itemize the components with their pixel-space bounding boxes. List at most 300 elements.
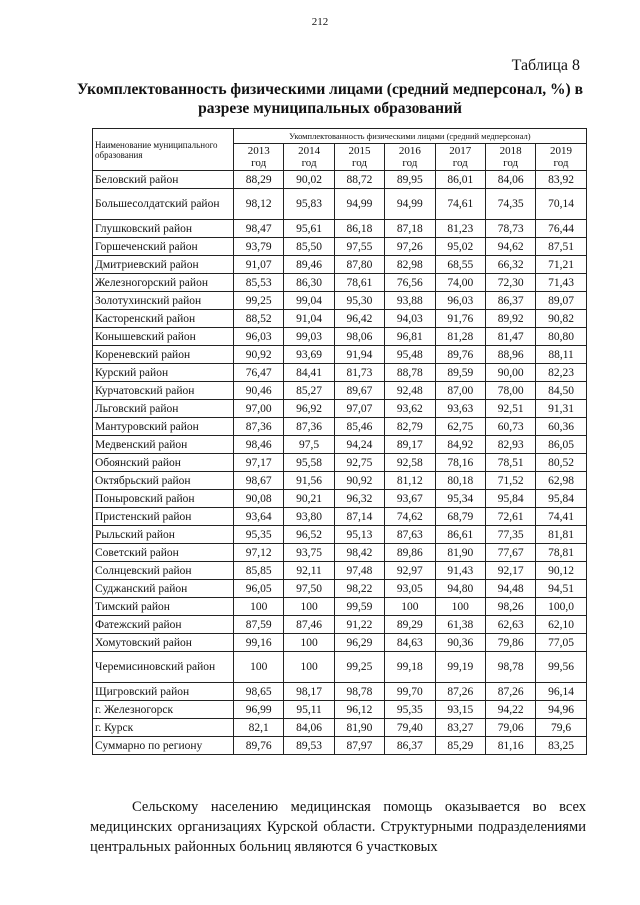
cell-value: 87,59	[234, 616, 284, 634]
cell-value: 72,30	[485, 274, 535, 292]
cell-value: 86,37	[485, 292, 535, 310]
cell-value: 92,97	[385, 562, 435, 580]
cell-value: 91,94	[334, 346, 384, 364]
cell-value: 98,65	[234, 683, 284, 701]
table-row	[93, 189, 587, 220]
cell-value: 94,48	[485, 580, 535, 598]
cell-value: 76,56	[385, 274, 435, 292]
cell-value: 62,10	[536, 616, 586, 634]
cell-value: 91,22	[334, 616, 384, 634]
cell-value: 93,67	[385, 490, 435, 508]
cell-value: 86,18	[334, 220, 384, 238]
cell-value: 96,42	[334, 310, 384, 328]
cell-value: 86,61	[435, 526, 485, 544]
table-row	[93, 562, 587, 580]
table-row	[93, 683, 587, 701]
cell-value: 90,02	[284, 171, 334, 189]
cell-value: 98,46	[234, 436, 284, 454]
cell-value: 95,84	[485, 490, 535, 508]
year-value: 2019	[550, 145, 573, 157]
row-name: Тимский район	[93, 598, 234, 616]
cell-value: 87,36	[234, 418, 284, 436]
cell-value: 84,63	[385, 634, 435, 652]
cell-value: 79,40	[385, 719, 435, 737]
cell-value: 74,41	[536, 508, 586, 526]
cell-value: 95,11	[284, 701, 334, 719]
body-paragraph	[90, 797, 586, 857]
cell-value: 98,12	[234, 189, 284, 220]
cell-value: 100	[234, 598, 284, 616]
cell-value: 71,43	[536, 274, 586, 292]
year-value: 2017	[449, 145, 472, 157]
cell-value: 89,53	[284, 737, 334, 755]
cell-value: 95,61	[284, 220, 334, 238]
cell-value: 85,27	[284, 382, 334, 400]
cell-value: 99,18	[385, 652, 435, 683]
cell-value: 90,36	[435, 634, 485, 652]
row-name: г. Курск	[93, 719, 234, 737]
cell-value: 82,79	[385, 418, 435, 436]
header-municipality: Наименование муниципального образования	[93, 129, 234, 171]
cell-value: 100	[435, 598, 485, 616]
cell-value: 78,51	[485, 454, 535, 472]
row-name: Суджанский район	[93, 580, 234, 598]
cell-value: 97,17	[234, 454, 284, 472]
cell-value: 95,84	[536, 490, 586, 508]
cell-value: 90,21	[284, 490, 334, 508]
table-row	[93, 616, 587, 634]
cell-value: 95,35	[385, 701, 435, 719]
cell-value: 86,37	[385, 737, 435, 755]
cell-value: 100	[284, 598, 334, 616]
cell-value: 91,43	[435, 562, 485, 580]
cell-value: 95,83	[284, 189, 334, 220]
row-name: Советский район	[93, 544, 234, 562]
year-value: 2018	[499, 145, 522, 157]
table-row	[93, 580, 587, 598]
table-row	[93, 400, 587, 418]
cell-value: 89,59	[435, 364, 485, 382]
cell-value: 89,76	[435, 346, 485, 364]
cell-value: 89,17	[385, 436, 435, 454]
table-row	[93, 382, 587, 400]
cell-value: 70,14	[536, 189, 586, 220]
table-row	[93, 220, 587, 238]
table-title: Укомплектованность физическими лицами (средний медперсонал, %) в разрезе муниципальных образований	[77, 81, 583, 117]
cell-value: 74,61	[435, 189, 485, 220]
cell-value: 94,03	[385, 310, 435, 328]
row-name: Медвенский район	[93, 436, 234, 454]
row-name: Солнцевский район	[93, 562, 234, 580]
cell-value: 99,19	[435, 652, 485, 683]
cell-value: 78,16	[435, 454, 485, 472]
cell-value: 90,46	[234, 382, 284, 400]
table-row	[93, 544, 587, 562]
cell-value: 74,00	[435, 274, 485, 292]
cell-value: 98,78	[485, 652, 535, 683]
cell-value: 81,28	[435, 328, 485, 346]
cell-value: 99,16	[234, 634, 284, 652]
row-name: Черемисиновский район	[93, 652, 234, 683]
cell-value: 88,96	[485, 346, 535, 364]
cell-value: 62,98	[536, 472, 586, 490]
cell-value: 90,00	[485, 364, 535, 382]
row-name: Хомутовский район	[93, 634, 234, 652]
cell-value: 93,63	[435, 400, 485, 418]
cell-value: 90,08	[234, 490, 284, 508]
cell-value: 60,73	[485, 418, 535, 436]
cell-value: 93,75	[284, 544, 334, 562]
cell-value: 79,06	[485, 719, 535, 737]
cell-value: 99,56	[536, 652, 586, 683]
cell-value: 86,05	[536, 436, 586, 454]
cell-value: 89,29	[385, 616, 435, 634]
cell-value: 78,73	[485, 220, 535, 238]
cell-value: 96,29	[334, 634, 384, 652]
cell-value: 76,44	[536, 220, 586, 238]
cell-value: 77,67	[485, 544, 535, 562]
cell-value: 77,35	[485, 526, 535, 544]
cell-value: 82,93	[485, 436, 535, 454]
cell-value: 100,0	[536, 598, 586, 616]
cell-value: 87,97	[334, 737, 384, 755]
cell-value: 94,96	[536, 701, 586, 719]
year-unit: год	[402, 157, 418, 169]
year-value: 2015	[348, 145, 371, 157]
cell-value: 87,26	[485, 683, 535, 701]
table-body	[93, 171, 587, 755]
cell-value: 87,51	[536, 238, 586, 256]
cell-value: 97,12	[234, 544, 284, 562]
cell-value: 94,99	[385, 189, 435, 220]
cell-value: 81,12	[385, 472, 435, 490]
cell-value: 92,11	[284, 562, 334, 580]
cell-value: 95,34	[435, 490, 485, 508]
table-row	[93, 328, 587, 346]
cell-value: 71,21	[536, 256, 586, 274]
cell-value: 88,52	[234, 310, 284, 328]
cell-value: 95,58	[284, 454, 334, 472]
row-name: Железногорский район	[93, 274, 234, 292]
cell-value: 95,48	[385, 346, 435, 364]
cell-value: 88,72	[334, 171, 384, 189]
cell-value: 96,05	[234, 580, 284, 598]
cell-value: 68,79	[435, 508, 485, 526]
row-name: Поныровский район	[93, 490, 234, 508]
cell-value: 84,92	[435, 436, 485, 454]
cell-value: 97,00	[234, 400, 284, 418]
cell-value: 79,6	[536, 719, 586, 737]
cell-value: 98,47	[234, 220, 284, 238]
table-row	[93, 292, 587, 310]
cell-value: 80,80	[536, 328, 586, 346]
cell-value: 97,50	[284, 580, 334, 598]
cell-value: 74,62	[385, 508, 435, 526]
row-name: Горшеченский район	[93, 238, 234, 256]
header-year-2019	[536, 144, 586, 171]
cell-value: 81,90	[435, 544, 485, 562]
row-name: Кореневский район	[93, 346, 234, 364]
row-name: Обоянский район	[93, 454, 234, 472]
cell-value: 97,48	[334, 562, 384, 580]
cell-value: 93,62	[385, 400, 435, 418]
table-row	[93, 598, 587, 616]
cell-value: 84,50	[536, 382, 586, 400]
table-row	[93, 256, 587, 274]
cell-value: 82,1	[234, 719, 284, 737]
table-row	[93, 346, 587, 364]
header-year-2015	[334, 144, 384, 171]
year-value: 2016	[398, 145, 421, 157]
cell-value: 99,04	[284, 292, 334, 310]
cell-value: 90,82	[536, 310, 586, 328]
cell-value: 97,07	[334, 400, 384, 418]
cell-value: 100	[284, 634, 334, 652]
row-name: Беловский район	[93, 171, 234, 189]
cell-value: 96,03	[234, 328, 284, 346]
cell-value: 87,36	[284, 418, 334, 436]
cell-value: 72,61	[485, 508, 535, 526]
cell-value: 99,03	[284, 328, 334, 346]
cell-value: 66,32	[485, 256, 535, 274]
table-row	[93, 652, 587, 683]
row-name: Мантуровский район	[93, 418, 234, 436]
cell-value: 88,11	[536, 346, 586, 364]
cell-value: 82,23	[536, 364, 586, 382]
cell-value: 68,55	[435, 256, 485, 274]
row-name: Курчатовский район	[93, 382, 234, 400]
cell-value: 60,36	[536, 418, 586, 436]
cell-value: 85,29	[435, 737, 485, 755]
table-row	[93, 310, 587, 328]
row-name: Щигровский район	[93, 683, 234, 701]
cell-value: 76,47	[234, 364, 284, 382]
row-name: Октябрьский район	[93, 472, 234, 490]
cell-value: 94,99	[334, 189, 384, 220]
cell-value: 89,92	[485, 310, 535, 328]
table-row	[93, 171, 587, 189]
cell-value: 100	[385, 598, 435, 616]
table-row	[93, 634, 587, 652]
year-value: 2013	[247, 145, 270, 157]
cell-value: 96,03	[435, 292, 485, 310]
cell-value: 89,46	[284, 256, 334, 274]
table-row	[93, 508, 587, 526]
cell-value: 89,76	[234, 737, 284, 755]
row-name: Суммарно по региону	[93, 737, 234, 755]
cell-value: 88,29	[234, 171, 284, 189]
cell-value: 99,25	[334, 652, 384, 683]
body-text: Сельскому населению медицинская помощь оказывается во всех медицинских организациях Курской области. Структурными подразделениями центральных районных больниц являются 6 участковых	[90, 799, 586, 855]
row-name: Льговский район	[93, 400, 234, 418]
cell-value: 90,92	[234, 346, 284, 364]
header-year-2014	[284, 144, 334, 171]
cell-value: 91,56	[284, 472, 334, 490]
cell-value: 95,30	[334, 292, 384, 310]
cell-value: 71,52	[485, 472, 535, 490]
cell-value: 80,52	[536, 454, 586, 472]
cell-value: 99,25	[234, 292, 284, 310]
table-row	[93, 454, 587, 472]
cell-value: 79,86	[485, 634, 535, 652]
cell-value: 94,62	[485, 238, 535, 256]
cell-value: 97,55	[334, 238, 384, 256]
cell-value: 86,30	[284, 274, 334, 292]
cell-value: 89,86	[385, 544, 435, 562]
table-row	[93, 436, 587, 454]
cell-value: 96,14	[536, 683, 586, 701]
cell-value: 93,88	[385, 292, 435, 310]
cell-value: 98,22	[334, 580, 384, 598]
cell-value: 81,81	[536, 526, 586, 544]
cell-value: 81,73	[334, 364, 384, 382]
cell-value: 87,14	[334, 508, 384, 526]
cell-value: 83,92	[536, 171, 586, 189]
cell-value: 100	[284, 652, 334, 683]
row-name: Большесолдатский район	[93, 189, 234, 220]
row-name: Золотухинский район	[93, 292, 234, 310]
cell-value: 74,35	[485, 189, 535, 220]
cell-value: 93,79	[234, 238, 284, 256]
cell-value: 77,05	[536, 634, 586, 652]
cell-value: 80,18	[435, 472, 485, 490]
cell-value: 91,07	[234, 256, 284, 274]
row-name: г. Железногорск	[93, 701, 234, 719]
cell-value: 98,17	[284, 683, 334, 701]
cell-value: 96,12	[334, 701, 384, 719]
cell-value: 78,61	[334, 274, 384, 292]
cell-value: 98,06	[334, 328, 384, 346]
staffing-table	[92, 128, 587, 755]
cell-value: 61,38	[435, 616, 485, 634]
cell-value: 87,26	[435, 683, 485, 701]
cell-value: 99,59	[334, 598, 384, 616]
cell-value: 78,81	[536, 544, 586, 562]
cell-value: 96,99	[234, 701, 284, 719]
cell-value: 93,15	[435, 701, 485, 719]
table-row	[93, 737, 587, 755]
year-unit: год	[301, 157, 317, 169]
row-name: Дмитриевский район	[93, 256, 234, 274]
cell-value: 89,67	[334, 382, 384, 400]
table-row	[93, 719, 587, 737]
year-unit: год	[503, 157, 519, 169]
cell-value: 98,26	[485, 598, 535, 616]
cell-value: 81,47	[485, 328, 535, 346]
header-year-2013	[234, 144, 284, 171]
cell-value: 87,00	[435, 382, 485, 400]
cell-value: 91,04	[284, 310, 334, 328]
cell-value: 87,63	[385, 526, 435, 544]
cell-value: 95,35	[234, 526, 284, 544]
cell-value: 85,50	[284, 238, 334, 256]
cell-value: 93,80	[284, 508, 334, 526]
cell-value: 88,78	[385, 364, 435, 382]
header-staffing-group: Укомплектованность физическими лицами (средний медперсонал)	[234, 129, 587, 144]
table-row	[93, 490, 587, 508]
table-row	[93, 472, 587, 490]
cell-value: 92,51	[485, 400, 535, 418]
cell-value: 94,80	[435, 580, 485, 598]
cell-value: 98,67	[234, 472, 284, 490]
cell-value: 92,17	[485, 562, 535, 580]
table-label: Таблица 8	[511, 57, 580, 74]
header-year-2017	[435, 144, 485, 171]
cell-value: 89,07	[536, 292, 586, 310]
year-unit: год	[553, 157, 569, 169]
cell-value: 81,23	[435, 220, 485, 238]
cell-value: 96,52	[284, 526, 334, 544]
table-row	[93, 364, 587, 382]
cell-value: 90,12	[536, 562, 586, 580]
cell-value: 90,92	[334, 472, 384, 490]
row-name: Касторенский район	[93, 310, 234, 328]
cell-value: 98,78	[334, 683, 384, 701]
cell-value: 82,98	[385, 256, 435, 274]
year-unit: год	[351, 157, 367, 169]
cell-value: 84,41	[284, 364, 334, 382]
cell-value: 89,95	[385, 171, 435, 189]
cell-value: 85,53	[234, 274, 284, 292]
cell-value: 97,26	[385, 238, 435, 256]
cell-value: 92,48	[385, 382, 435, 400]
page-number: 212	[311, 16, 329, 28]
table-row	[93, 274, 587, 292]
row-name: Рыльский район	[93, 526, 234, 544]
cell-value: 100	[234, 652, 284, 683]
row-name: Конышевский район	[93, 328, 234, 346]
row-name: Пристенский район	[93, 508, 234, 526]
cell-value: 92,75	[334, 454, 384, 472]
cell-value: 85,85	[234, 562, 284, 580]
row-name: Глушковский район	[93, 220, 234, 238]
cell-value: 78,00	[485, 382, 535, 400]
table-row	[93, 526, 587, 544]
cell-value: 91,76	[435, 310, 485, 328]
cell-value: 81,16	[485, 737, 535, 755]
cell-value: 83,25	[536, 737, 586, 755]
cell-value: 92,58	[385, 454, 435, 472]
cell-value: 96,32	[334, 490, 384, 508]
header-year-2016	[385, 144, 435, 171]
cell-value: 94,24	[334, 436, 384, 454]
table-row	[93, 701, 587, 719]
table-row	[93, 418, 587, 436]
cell-value: 62,75	[435, 418, 485, 436]
row-name: Курский район	[93, 364, 234, 382]
cell-value: 85,46	[334, 418, 384, 436]
cell-value: 96,81	[385, 328, 435, 346]
cell-value: 99,70	[385, 683, 435, 701]
year-unit: год	[251, 157, 267, 169]
cell-value: 91,31	[536, 400, 586, 418]
header-year-2018	[485, 144, 535, 171]
cell-value: 86,01	[435, 171, 485, 189]
cell-value: 84,06	[485, 171, 535, 189]
cell-value: 81,90	[334, 719, 384, 737]
year-value: 2014	[298, 145, 321, 157]
cell-value: 87,80	[334, 256, 384, 274]
cell-value: 98,42	[334, 544, 384, 562]
cell-value: 87,46	[284, 616, 334, 634]
cell-value: 83,27	[435, 719, 485, 737]
cell-value: 93,05	[385, 580, 435, 598]
cell-value: 94,51	[536, 580, 586, 598]
cell-value: 84,06	[284, 719, 334, 737]
table-row	[93, 238, 587, 256]
cell-value: 97,5	[284, 436, 334, 454]
year-unit: год	[452, 157, 468, 169]
